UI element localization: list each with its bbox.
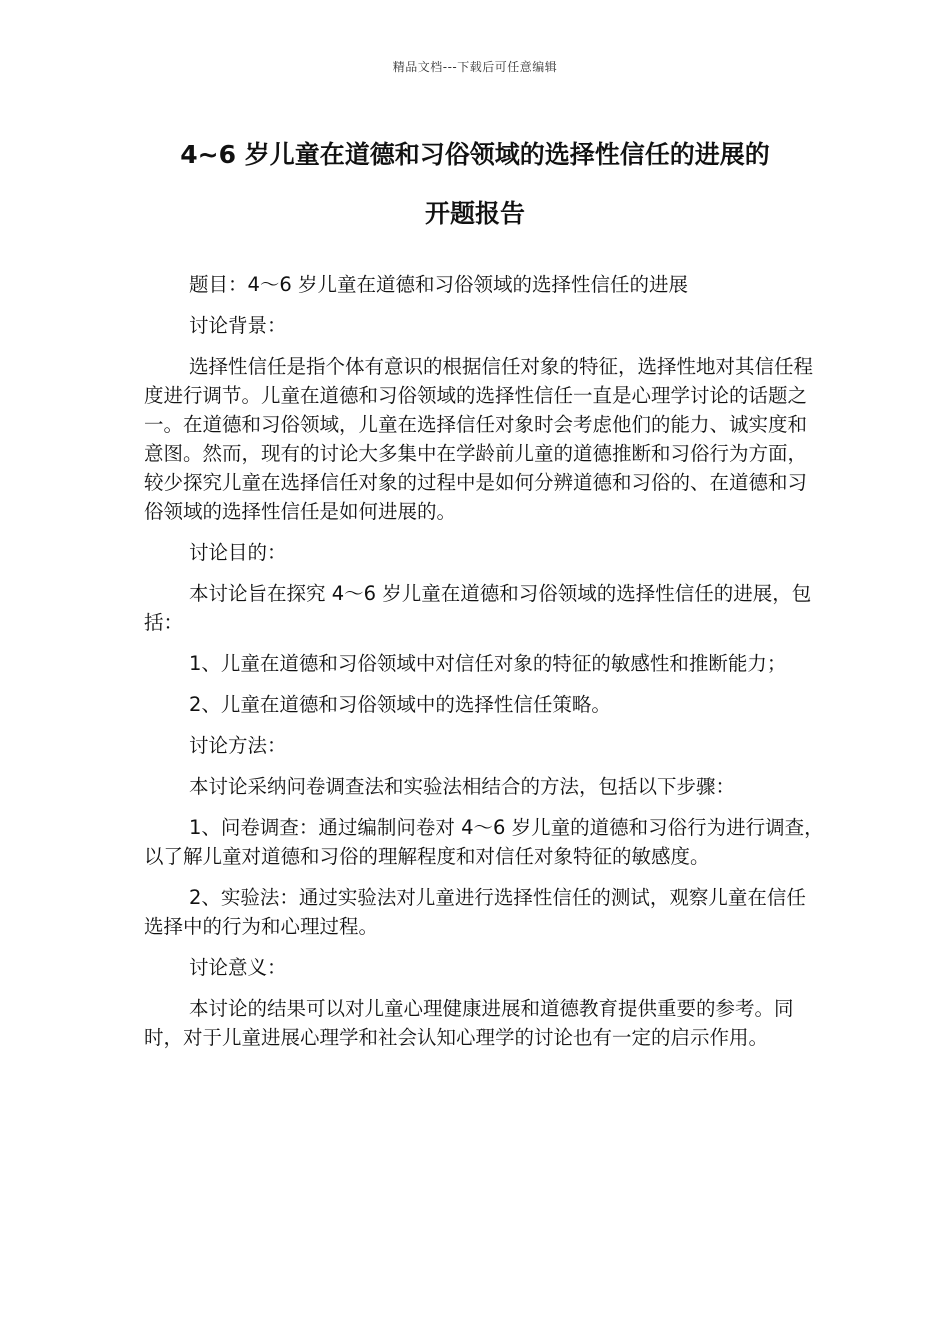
method-paragraph: 本讨论采纳问卷调查法和实验法相结合的方法，包括以下步骤： — [189, 775, 736, 798]
document-body — [144, 270, 824, 1064]
section-heading-background: 讨论背景： — [189, 314, 287, 337]
purpose-item-2: 2、儿童在道德和习俗领域中的选择性信任策略。 — [189, 693, 611, 716]
section-heading-purpose: 讨论目的： — [189, 541, 287, 564]
background-paragraph: 选择性信任是指个体有意识的根据信任对象的特征，选择性地对其信任程度进行调节。儿童在道德和习俗领域的选择性信任一直是心理学讨论的话题之一。在道德和习俗领域，儿童在选择信任对象时会考虑他们的能力、诚实度和意图。然而，现有的讨论大多集中在学龄前儿童的道德推断和习俗行为方面，较少探究儿童在选择信任对象的过程中是如何分辨道德和习俗的、在道德和习俗领域的选择性信任是如何进展的。 — [144, 355, 814, 523]
topic-line: 题目：4～6 岁儿童在道德和习俗领域的选择性信任的进展 — [189, 273, 689, 296]
purpose-paragraph: 本讨论旨在探究 4～6 岁儿童在道德和习俗领域的选择性信任的进展，包括： — [144, 582, 812, 634]
method-item-1: 1、问卷调查：通过编制问卷对 4～6 岁儿童的道德和习俗行为进行调查，以了解儿童对道德和习俗的理解程度和对信任对象特征的敏感度。 — [144, 816, 824, 868]
document-title-line-1: 4~6 岁儿童在道德和习俗领域的选择性信任的进展的 — [180, 140, 770, 169]
header-note: 精品文档---下载后可任意编辑 — [392, 60, 558, 74]
section-heading-method: 讨论方法： — [189, 734, 287, 757]
section-heading-significance: 讨论意义： — [189, 956, 287, 979]
purpose-item-1: 1、儿童在道德和习俗领域中对信任对象的特征的敏感性和推断能力； — [189, 652, 787, 675]
method-item-2: 2、实验法：通过实验法对儿童进行选择性信任的测试，观察儿童在信任选择中的行为和心理过程。 — [144, 886, 806, 938]
significance-paragraph: 本讨论的结果可以对儿童心理健康进展和道德教育提供重要的参考。同时，对于儿童进展心理学和社会认知心理学的讨论也有一定的启示作用。 — [144, 997, 794, 1049]
document-title-line-2: 开题报告 — [424, 199, 525, 228]
